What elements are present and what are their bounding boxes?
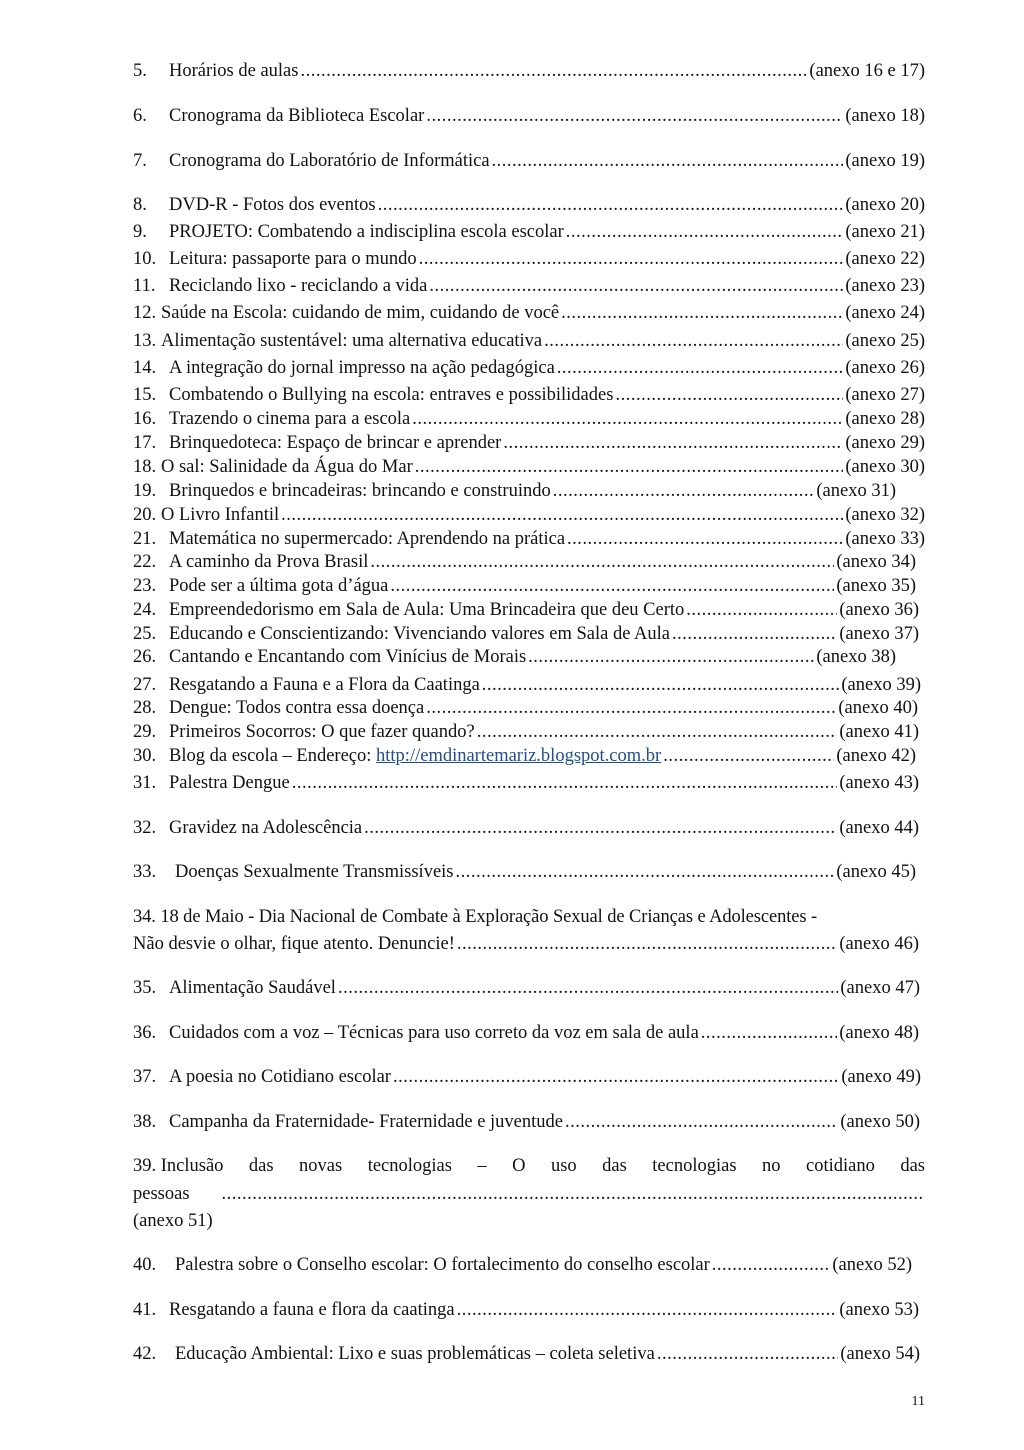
toc-entry-37	[133, 1066, 921, 1088]
toc-entry-16	[133, 408, 925, 430]
blog-link[interactable]: http://emdinartemariz.blogspot.com.br	[376, 746, 662, 766]
entry-annex: (anexo 18)	[845, 106, 925, 126]
entry-annex: (anexo 54)	[840, 1344, 920, 1364]
dot-leader	[567, 528, 843, 550]
entry-annex: (anexo 46)	[839, 934, 919, 954]
entry-annex: (anexo 20)	[845, 195, 925, 215]
toc-entry-41	[133, 1299, 919, 1321]
entry-number: 29.	[133, 722, 157, 742]
entry-number: 20.	[133, 505, 157, 525]
dot-leader	[492, 150, 844, 172]
toc-entry-36	[133, 1022, 919, 1044]
toc-entry-21	[133, 528, 925, 550]
entry-annex: (anexo 44)	[839, 818, 919, 838]
entry-number: 16.	[133, 409, 157, 429]
entry-number: 28.	[133, 698, 157, 718]
entry-34-line-1: 34. 18 de Maio - Dia Nacional de Combate à Exploração Sexual de Crianças e Adolescentes -	[133, 907, 818, 927]
entry-title: Alimentação sustentável: uma alternativa educativa	[161, 331, 543, 351]
entry-annex: (anexo 27)	[845, 385, 925, 405]
entry-annex: (anexo 52)	[832, 1255, 912, 1275]
entry-number: 13.	[133, 331, 157, 351]
toc-entry-32	[133, 817, 919, 839]
word: das	[248, 1156, 274, 1176]
entry-39-line-2	[133, 1183, 925, 1205]
entry-title: Empreendedorismo em Sala de Aula: Uma Brincadeira que deu Certo	[169, 600, 685, 620]
dot-leader	[222, 1183, 923, 1205]
entry-number: 37.	[133, 1067, 157, 1087]
entry-number: 32.	[133, 818, 157, 838]
entry-annex: (anexo 33)	[845, 529, 925, 549]
entry-number: 27.	[133, 675, 157, 695]
entry-annex: (anexo 51)	[133, 1211, 213, 1231]
entry-number: 40.	[133, 1255, 157, 1275]
dot-leader	[393, 1066, 839, 1088]
entry-annex: (anexo 21)	[845, 222, 925, 242]
toc-entry-29	[133, 721, 919, 743]
entry-number: 15.	[133, 385, 157, 405]
dot-leader	[561, 302, 843, 324]
entry-title: PROJETO: Combatendo a indisciplina escola escolar	[169, 222, 564, 242]
toc-entry-15	[133, 384, 925, 406]
entry-title: Resgatando a Fauna e a Flora da Caatinga	[169, 675, 480, 695]
entry-number: 9.	[133, 222, 147, 242]
entry-number: 24.	[133, 600, 157, 620]
entry-title: Trazendo o cinema para a escola	[169, 409, 411, 429]
dot-leader	[701, 1022, 838, 1044]
entry-annex: (anexo 41)	[839, 722, 919, 742]
entry-title: Palestra sobre o Conselho escolar: O fortalecimento do conselho escolar	[175, 1255, 710, 1275]
entry-title: Cuidados com a voz – Técnicas para uso correto da voz em sala de aula	[169, 1023, 699, 1043]
entry-annex: (anexo 29)	[845, 433, 925, 453]
entry-number: 6.	[133, 106, 147, 126]
entry-title: Alimentação Saudável	[169, 978, 336, 998]
toc-entry-22	[133, 551, 916, 573]
entry-annex: (anexo 38)	[816, 647, 896, 667]
entry-title: Resgatando a fauna e flora da caatinga	[169, 1300, 455, 1320]
entry-number: 11.	[133, 276, 156, 296]
entry-title: Gravidez na Adolescência	[169, 818, 363, 838]
dot-leader	[566, 221, 844, 243]
entry-annex: (anexo 45)	[836, 862, 916, 882]
toc-entry-10	[133, 248, 925, 270]
toc-entry-26	[133, 646, 896, 668]
entry-annex: (anexo 36)	[839, 600, 919, 620]
entry-annex: (anexo 30)	[845, 457, 925, 477]
entry-title: Matemática no supermercado: Aprendendo na prática	[169, 529, 566, 549]
entry-number: 22.	[133, 552, 157, 572]
entry-number: 33.	[133, 862, 157, 882]
entry-number: 26.	[133, 647, 157, 667]
entry-annex: (anexo 32)	[845, 505, 925, 525]
dot-leader	[370, 551, 834, 573]
toc-entry-11	[133, 275, 925, 297]
entry-title: Cronograma do Laboratório de Informática	[169, 151, 490, 171]
toc-entry-40	[133, 1254, 912, 1276]
entry-number: 8.	[133, 195, 147, 215]
word: –	[477, 1156, 487, 1176]
entry-number: 5.	[133, 61, 147, 81]
dot-leader	[482, 674, 840, 696]
toc-entry-6	[133, 105, 925, 127]
entry-title: Blog da escola – Endereço:	[169, 746, 372, 766]
entry-annex: (anexo 24)	[845, 303, 925, 323]
entry-title: Doenças Sexualmente Transmissíveis	[175, 862, 454, 882]
entry-title: Dengue: Todos contra essa doença	[169, 698, 425, 718]
entry-title: Cronograma da Biblioteca Escolar	[169, 106, 425, 126]
entry-annex: (anexo 50)	[840, 1112, 920, 1132]
entry-title: Leitura: passaporte para o mundo	[169, 249, 417, 269]
entry-39-line-1	[133, 1155, 925, 1177]
dot-leader	[390, 575, 834, 597]
toc-entry-12	[133, 302, 925, 324]
entry-title: pessoas	[133, 1184, 190, 1204]
entry-annex: (anexo 26)	[845, 358, 925, 378]
dot-leader	[503, 432, 843, 454]
toc-entry-31	[133, 772, 919, 794]
entry-title: Horários de aulas	[169, 61, 299, 81]
dot-leader	[528, 646, 814, 668]
entry-annex: (anexo 43)	[839, 773, 919, 793]
dot-leader	[292, 772, 838, 794]
entry-title: O sal: Salinidade da Água do Mar	[161, 457, 413, 477]
entry-number: 19.	[133, 481, 157, 501]
entry-number: 7.	[133, 151, 147, 171]
entry-number: 41.	[133, 1300, 157, 1320]
toc-entry-18	[133, 456, 925, 478]
entry-number: 12.	[133, 303, 157, 323]
toc-entry-27	[133, 674, 921, 696]
entry-title: Pode ser a última gota d’água	[169, 576, 389, 596]
entry-title: Primeiros Socorros: O que fazer quando?	[169, 722, 475, 742]
dot-leader	[657, 1343, 839, 1365]
entry-title: A integração do jornal impresso na ação pedagógica	[169, 358, 555, 378]
dot-leader	[300, 60, 807, 82]
toc-entry-14	[133, 357, 925, 379]
entry-title: Educando e Conscientizando: Vivenciando valores em Sala de Aula	[169, 624, 670, 644]
entry-title: Reciclando lixo - reciclando a vida	[169, 276, 428, 296]
entry-title: Educação Ambiental: Lixo e suas problemáticas – coleta seletiva	[175, 1344, 655, 1364]
entry-annex: (anexo 47)	[840, 978, 920, 998]
dot-leader	[553, 480, 815, 502]
toc-entry-35	[133, 977, 920, 999]
entry-title: Não desvie o olhar, fique atento. Denuncie!	[133, 934, 455, 954]
dot-leader	[477, 721, 838, 743]
dot-leader	[378, 194, 844, 216]
dot-leader	[338, 977, 838, 999]
dot-leader	[712, 1254, 831, 1276]
entry-34-line-2	[133, 933, 919, 955]
dot-leader	[544, 330, 843, 352]
entry-title: O Livro Infantil	[161, 505, 280, 525]
entry-annex: (anexo 16 e 17)	[809, 61, 925, 81]
entry-annex: (anexo 31)	[816, 481, 896, 501]
page-number: 11	[911, 1394, 925, 1409]
toc-entry-19	[133, 480, 896, 502]
entry-title: Palestra Dengue	[169, 773, 290, 793]
entry-title: Campanha da Fraternidade- Fraternidade e juventude	[169, 1112, 563, 1132]
dot-leader	[281, 504, 843, 526]
toc-entry-9	[133, 221, 925, 243]
dot-leader	[415, 456, 844, 478]
entry-title: Brinquedoteca: Espaço de brincar e aprender	[169, 433, 502, 453]
toc-entry-25	[133, 623, 919, 645]
word: tecnologias	[652, 1156, 737, 1176]
dot-leader	[456, 861, 835, 883]
entry-number: 14.	[133, 358, 157, 378]
word: no	[762, 1156, 781, 1176]
dot-leader	[565, 1111, 838, 1133]
entry-annex: (anexo 25)	[845, 331, 925, 351]
entry-annex: (anexo 22)	[845, 249, 925, 269]
entry-number: 42.	[133, 1344, 157, 1364]
entry-number: 18.	[133, 457, 157, 477]
entry-title: A caminho da Prova Brasil	[169, 552, 369, 572]
entry-annex: (anexo 35)	[836, 576, 916, 596]
dot-leader	[429, 275, 843, 297]
entry-number: 36.	[133, 1023, 157, 1043]
dot-leader	[557, 357, 844, 379]
entry-title: Saúde na Escola: cuidando de mim, cuidando de você	[161, 303, 560, 323]
toc-entry-8	[133, 194, 925, 216]
entry-annex: (anexo 48)	[839, 1023, 919, 1043]
toc-entry-38	[133, 1111, 920, 1133]
dot-leader	[426, 697, 836, 719]
dot-leader	[457, 1299, 838, 1321]
entry-number: 25.	[133, 624, 157, 644]
toc-entry-5	[133, 60, 925, 82]
entry-annex: (anexo 23)	[845, 276, 925, 296]
dot-leader	[412, 408, 843, 430]
entry-annex: (anexo 37)	[839, 624, 919, 644]
entry-annex: (anexo 19)	[845, 151, 925, 171]
entry-title: DVD-R - Fotos dos eventos	[169, 195, 376, 215]
entry-39-line-3	[133, 1210, 925, 1232]
entry-annex: (anexo 28)	[845, 409, 925, 429]
toc-entry-28	[133, 697, 918, 719]
word: 39. Inclusão	[133, 1156, 224, 1176]
entry-annex: (anexo 40)	[838, 698, 918, 718]
dot-leader	[426, 105, 843, 127]
entry-annex: (anexo 39)	[841, 675, 921, 695]
entry-number: 30.	[133, 746, 157, 766]
toc-entry-17	[133, 432, 925, 454]
entry-title: A poesia no Cotidiano escolar	[169, 1067, 391, 1087]
dot-leader	[457, 933, 838, 955]
entry-number: 10.	[133, 249, 157, 269]
toc-entry-7	[133, 150, 925, 172]
toc-entry-33	[133, 861, 916, 883]
entry-number: 35.	[133, 978, 157, 998]
toc-entry-42	[133, 1343, 920, 1365]
word: das	[602, 1156, 627, 1176]
word: tecnologias	[367, 1156, 452, 1176]
entry-number: 21.	[133, 529, 157, 549]
word: novas	[299, 1156, 343, 1176]
toc-entry-24	[133, 599, 919, 621]
toc-entry-23	[133, 575, 916, 597]
dot-leader	[615, 384, 843, 406]
toc-entry-20	[133, 504, 925, 526]
word: uso	[550, 1156, 577, 1176]
dot-leader	[686, 599, 837, 621]
entry-number: 23.	[133, 576, 157, 596]
entry-title: Brinquedos e brincadeiras: brincando e construindo	[169, 481, 551, 501]
entry-number: 38.	[133, 1112, 157, 1132]
word: cotidiano	[806, 1156, 875, 1176]
word: O	[512, 1156, 526, 1176]
entry-title: Cantando e Encantando com Vinícius de Morais	[169, 647, 527, 667]
word: das	[900, 1156, 925, 1176]
dot-leader	[663, 745, 834, 767]
dot-leader	[364, 817, 837, 839]
entry-title: Combatendo o Bullying na escola: entraves e possibilidades	[169, 385, 614, 405]
entry-annex: (anexo 49)	[841, 1067, 921, 1087]
entry-annex: (anexo 53)	[839, 1300, 919, 1320]
entry-number: 31.	[133, 773, 157, 793]
entry-annex: (anexo 34)	[836, 552, 916, 572]
dot-leader	[672, 623, 837, 645]
dot-leader	[419, 248, 844, 270]
entry-number: 17.	[133, 433, 157, 453]
entry-annex: (anexo 42)	[836, 746, 916, 766]
toc-entry-30	[133, 745, 916, 767]
toc-entry-13	[133, 330, 925, 352]
